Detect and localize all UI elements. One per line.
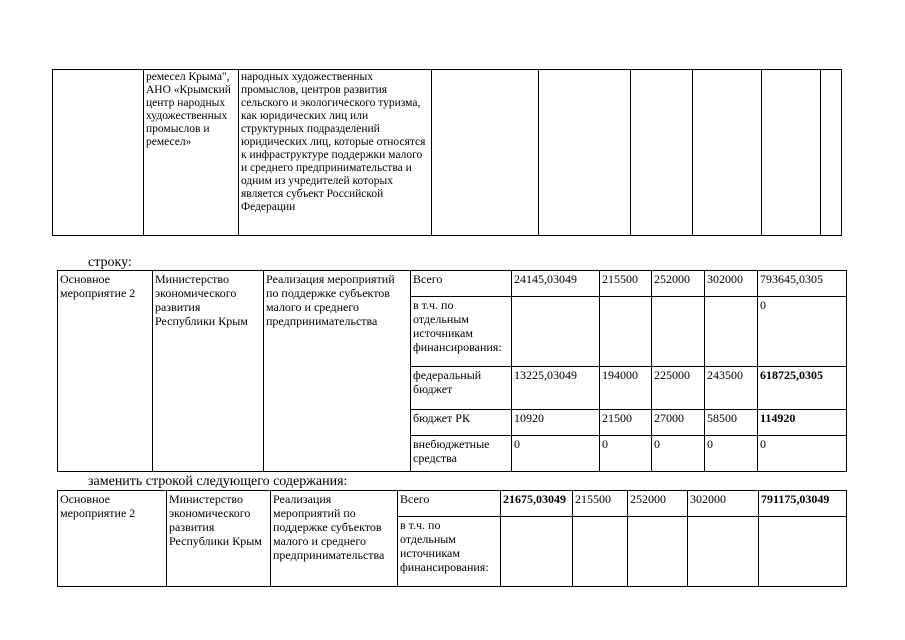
- value-cell: 58500: [705, 410, 758, 436]
- old-row-table: [57, 270, 847, 472]
- source-cell: федеральный бюджет: [411, 367, 512, 410]
- total-cell: [759, 517, 847, 587]
- caption-line: строку:: [88, 255, 132, 270]
- empty-cell: [539, 70, 631, 236]
- value-cell: [501, 517, 573, 587]
- description-cell: Реализация мероприятий по поддержке субъектов малого и среднего предпринимательства: [264, 271, 411, 472]
- total-cell: 0: [758, 436, 847, 472]
- empty-cell: [693, 70, 762, 236]
- table-row: [58, 491, 847, 517]
- value-cell: 27000: [652, 410, 705, 436]
- empty-cell: [821, 70, 842, 236]
- source-cell: в т.ч. по отдельным источникам финансирования:: [398, 517, 501, 587]
- empty-cell: [53, 70, 144, 236]
- empty-cell: [432, 70, 539, 236]
- value-cell: 252000: [628, 491, 688, 517]
- value-cell: 225000: [652, 367, 705, 410]
- value-cell: [628, 517, 688, 587]
- empty-cell: [762, 70, 821, 236]
- value-cell: 10920: [512, 410, 600, 436]
- value-cell: 21675,03049: [501, 491, 573, 517]
- empty-cell: [631, 70, 693, 236]
- value-cell: 0: [705, 436, 758, 472]
- executor-cell: Министерство экономического развития Республики Крым: [167, 491, 271, 587]
- value-cell: 24145,03049: [512, 271, 600, 297]
- value-cell: 302000: [688, 491, 759, 517]
- source-cell: бюджет РК: [411, 410, 512, 436]
- caption-replace: заменить строкой следующего содержания:: [88, 474, 348, 489]
- value-cell: 13225,03049: [512, 367, 600, 410]
- value-cell: 0: [512, 436, 600, 472]
- description-cell: Реализация мероприятий по поддержке субъектов малого и среднего предпринимательства: [271, 491, 398, 587]
- value-cell: 194000: [600, 367, 652, 410]
- event-name-cell: Основное мероприятие 2: [58, 271, 153, 472]
- value-cell: [600, 297, 652, 367]
- total-cell: 618725,0305: [758, 367, 847, 410]
- value-cell: 21500: [600, 410, 652, 436]
- new-row-table: [57, 490, 847, 587]
- value-cell: [688, 517, 759, 587]
- source-cell: в т.ч. по отдельным источникам финансирования:: [411, 297, 512, 367]
- total-cell: 793645,0305: [758, 271, 847, 297]
- value-cell: 243500: [705, 367, 758, 410]
- value-cell: [573, 517, 628, 587]
- event-name-cell: Основное мероприятие 2: [58, 491, 167, 587]
- continued-table: [52, 69, 842, 236]
- total-cell: 0: [758, 297, 847, 367]
- source-cell: внебюджетные средства: [411, 436, 512, 472]
- value-cell: 0: [652, 436, 705, 472]
- table-row: [53, 70, 842, 236]
- description-cell: народных художественных промыслов, центров развития сельского и экологического туризма, как юридических лиц или структурных подразделений юридических лиц, которые относятся к инфраструктуре поддержки малого и среднего предпринимательства и одним из учредителей которых является субъект Российской Федерации: [239, 70, 432, 236]
- executor-cell: ремесел Крыма", АНО «Крымский центр народных художественных промыслов и ремесел»: [144, 70, 239, 236]
- table-row: [58, 271, 847, 297]
- value-cell: 0: [600, 436, 652, 472]
- value-cell: 215500: [573, 491, 628, 517]
- value-cell: [512, 297, 600, 367]
- value-cell: 215500: [600, 271, 652, 297]
- executor-cell: Министерство экономического развития Республики Крым: [153, 271, 264, 472]
- value-cell: [652, 297, 705, 367]
- total-cell: 791175,03049: [759, 491, 847, 517]
- source-cell: Всего: [411, 271, 512, 297]
- value-cell: [705, 297, 758, 367]
- total-cell: 114920: [758, 410, 847, 436]
- value-cell: 302000: [705, 271, 758, 297]
- source-cell: Всего: [398, 491, 501, 517]
- value-cell: 252000: [652, 271, 705, 297]
